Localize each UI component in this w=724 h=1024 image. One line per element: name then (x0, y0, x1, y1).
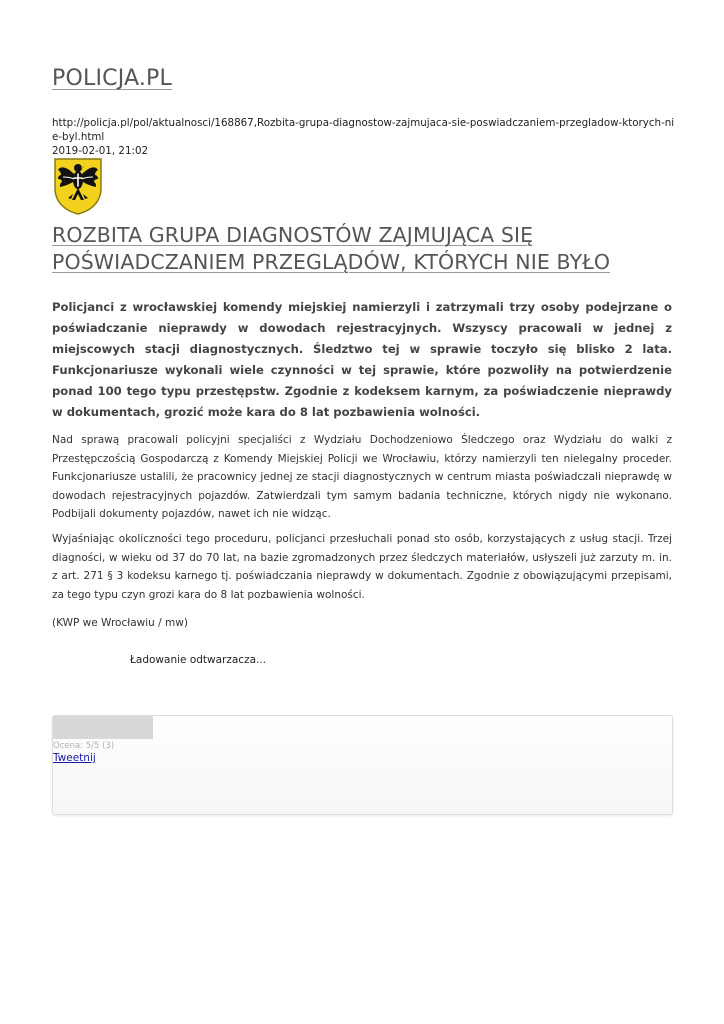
article-headline: ROZBITA GRUPA DIAGNOSTÓW ZAJMUJĄCA SIĘ POŚWIADCZANIEM PRZEGLĄDÓW, KTÓRYCH NIE BYŁO (52, 223, 611, 274)
article-lead: Policjanci z wrocławskiej komendy miejskiej namierzyli i zatrzymali trzy osoby podejrzane o poświadczanie nieprawdy w dowodach rejestracyjnych. Wszyscy pracowali w jednej z miejscowych stacji diagnostycznych. Śledztwo tej w sprawie toczyło się blisko 2 lata. Funkcjonariusze wykonali wiele czynności w tej sprawie, które pozwoliły na potwierdzenie ponad 100 tego typu przestępstw. Zgodnie z kodeksem karnym, za poświadczenie nieprawdy w dokumentach, grozić może kara do 8 lat pozbawienia wolności. (52, 300, 672, 419)
video-player-status: Ładowanie odtwarzacza... (130, 654, 267, 666)
rating-stars-widget[interactable] (53, 716, 153, 739)
article-paragraph: Nad sprawą pracowali policyjni specjaliści z Wydziału Dochodzeniowo Śledczego oraz Wydziału do walki z Przestępczością Gospodarczą z Komendy Miejskiej Policji we Wrocławiu, którzy namierzyli ten nielegalny proceder. Funkcjonariusze ustalili, że pracownicy jednej ze stacji diagnostycznych w centrum miasta poświadczali nieprawdę w dowodach rejestracyjnych pojazdów. Zatwierdzali tym samym badania techniczne, których nigdy nie wykonano. Podbijali dokumenty pojazdów, nawet ich nie widząc. (52, 434, 672, 520)
article-url: http://policja.pl/pol/aktualnosci/168867,Rozbita-grupa-diagnostow-zajmujaca-sie-poswiadczaniem-przegladow-ktorych-nie-byl.html (52, 117, 675, 143)
site-title[interactable]: POLICJA.PL (52, 66, 172, 91)
coat-of-arms-icon (52, 156, 104, 216)
rating-share-panel (52, 715, 673, 815)
article-meta (52, 116, 676, 158)
article-paragraph: Wyjaśniając okoliczności tego proceduru, policjanci przesłuchali ponad sto osób, korzystających z usług stacji. Trzej diagności, w wieku od 37 do 70 lat, na bazie zgromadzonych przez śledczych materiałów, usłyszeli już zarzuty m. in. z art. 271 § 3 kodeksu karnego tj. poświadczania nieprawdy w dokumentach. Zgodnie z obowiązującymi przepisami, za tego typu czyn grozi kara do 8 lat pozbawienia wolności. (52, 533, 672, 601)
article-date: 2019-02-01, 21:02 (52, 145, 149, 157)
rating-text: Ocena: 5/5 (3) (53, 741, 115, 751)
tweet-link[interactable]: Tweetnij (53, 752, 96, 764)
article-source: (KWP we Wrocławiu / mw) (52, 617, 188, 629)
